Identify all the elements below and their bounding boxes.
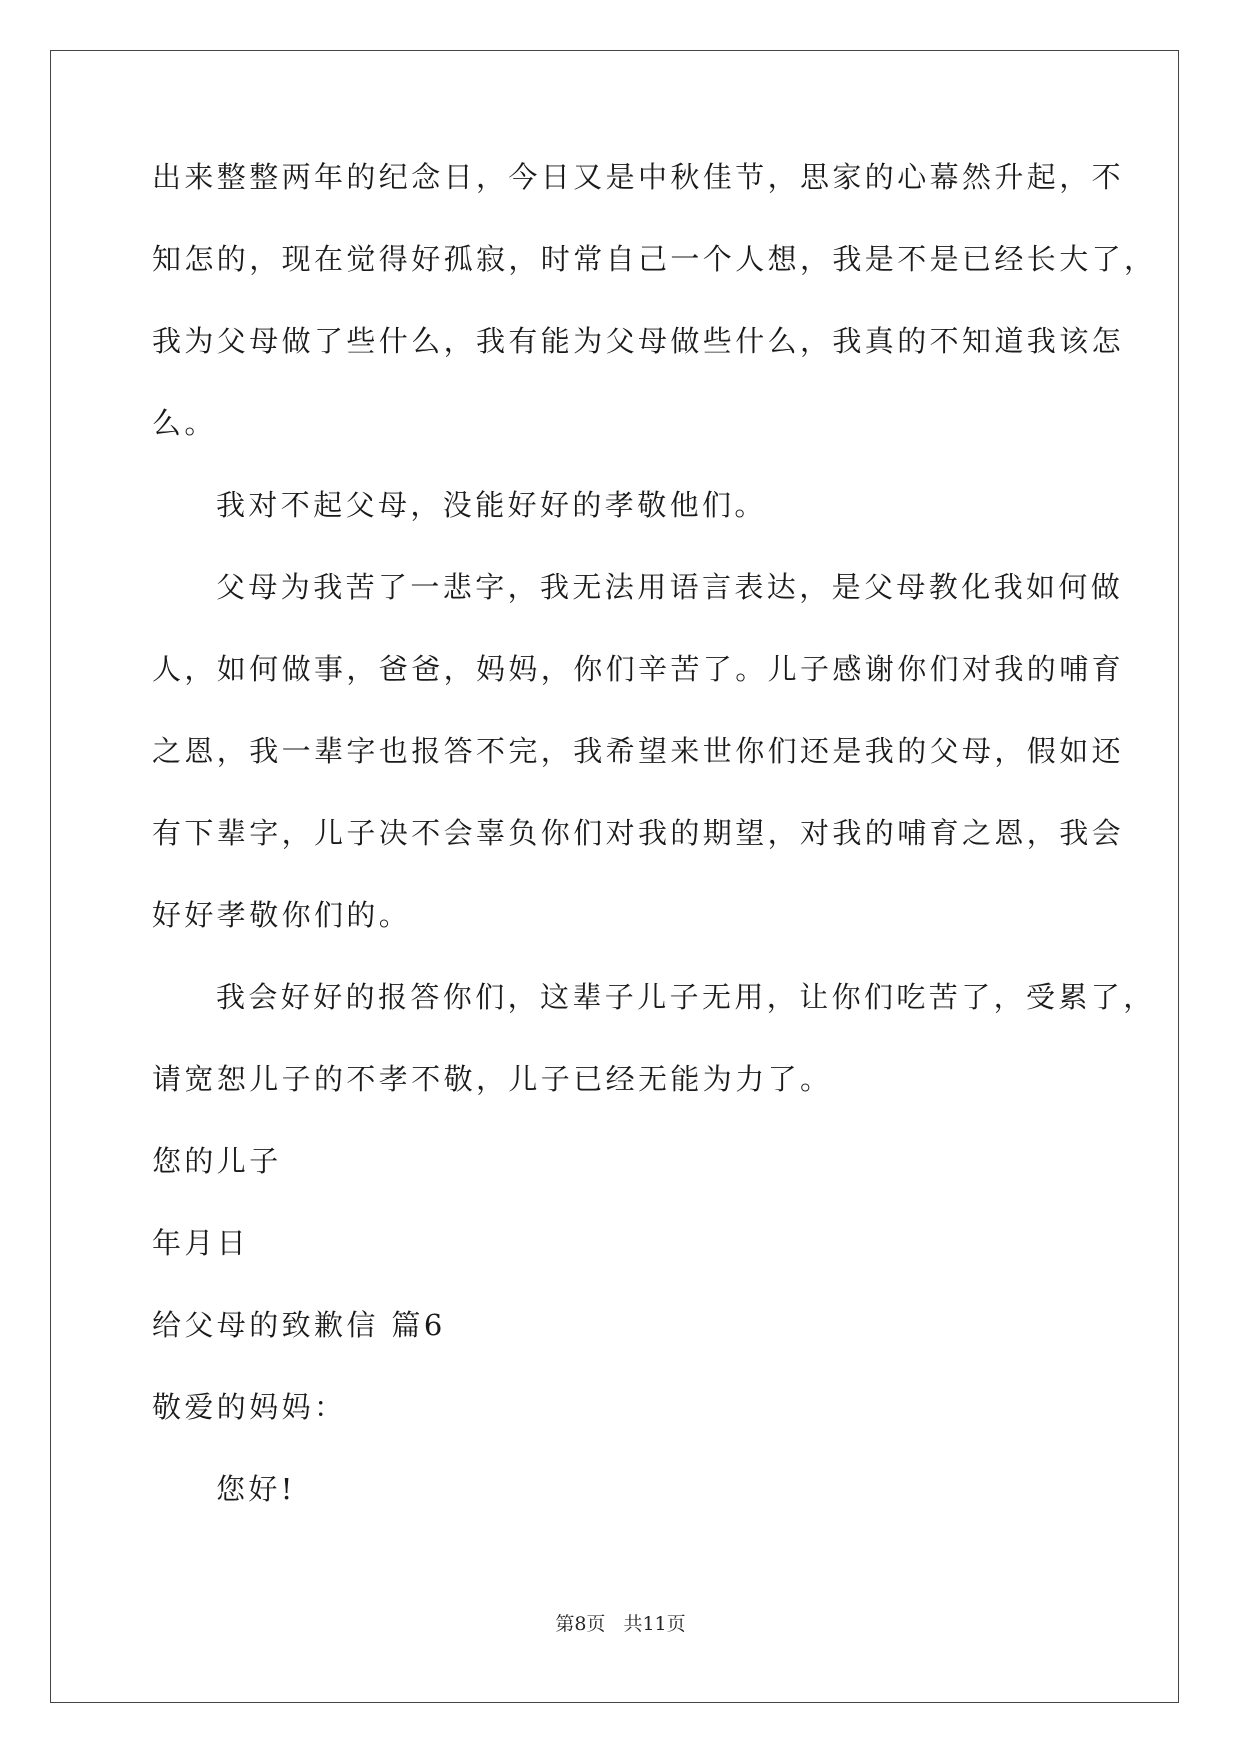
body-line: 知怎的，现在觉得好孤寂，时常自己一个人想，我是不是已经长大了， — [152, 242, 1157, 276]
page-total: 共11页 — [623, 1613, 686, 1635]
body-line: 父母为我苦了一悲字，我无法用语言表达，是父母教化我如何做 — [216, 570, 1124, 604]
body-line: 我对不起父母，没能好好的孝敬他们。 — [216, 488, 767, 522]
body-line: 之恩，我一辈字也报答不完，我希望来世你们还是我的父母，假如还 — [152, 734, 1125, 768]
body-line: 有下辈字，儿子决不会辜负你们对我的期望，对我的哺育之恩，我会 — [152, 816, 1125, 850]
body-line: 我为父母做了些什么，我有能为父母做些什么，我真的不知道我该怎 — [152, 324, 1125, 358]
body-line: 好好孝敬你们的。 — [152, 898, 412, 932]
body-line: 人，如何做事，爸爸，妈妈，你们辛苦了。儿子感谢你们对我的哺育 — [152, 652, 1125, 686]
section-heading: 给父母的致歉信 篇6 — [152, 1308, 446, 1342]
body-line: 请宽恕儿子的不孝不敬，儿子已经无能为力了。 — [152, 1062, 833, 1096]
salutation-line: 敬爱的妈妈： — [152, 1390, 347, 1424]
body-line: 么。 — [152, 406, 217, 440]
signature-line: 您的儿子 — [152, 1144, 282, 1178]
document-body — [152, 160, 1157, 1554]
page-footer — [0, 1612, 1241, 1636]
body-line: 我会好好的报答你们，这辈子儿子无用，让你们吃苦了，受累了， — [216, 980, 1156, 1014]
page-number: 第8页 — [555, 1613, 606, 1635]
date-line: 年月日 — [152, 1226, 250, 1260]
greeting-line: 您好! — [216, 1472, 296, 1506]
body-line: 出来整整两年的纪念日，今日又是中秋佳节，思家的心幕然升起，不 — [152, 160, 1125, 194]
